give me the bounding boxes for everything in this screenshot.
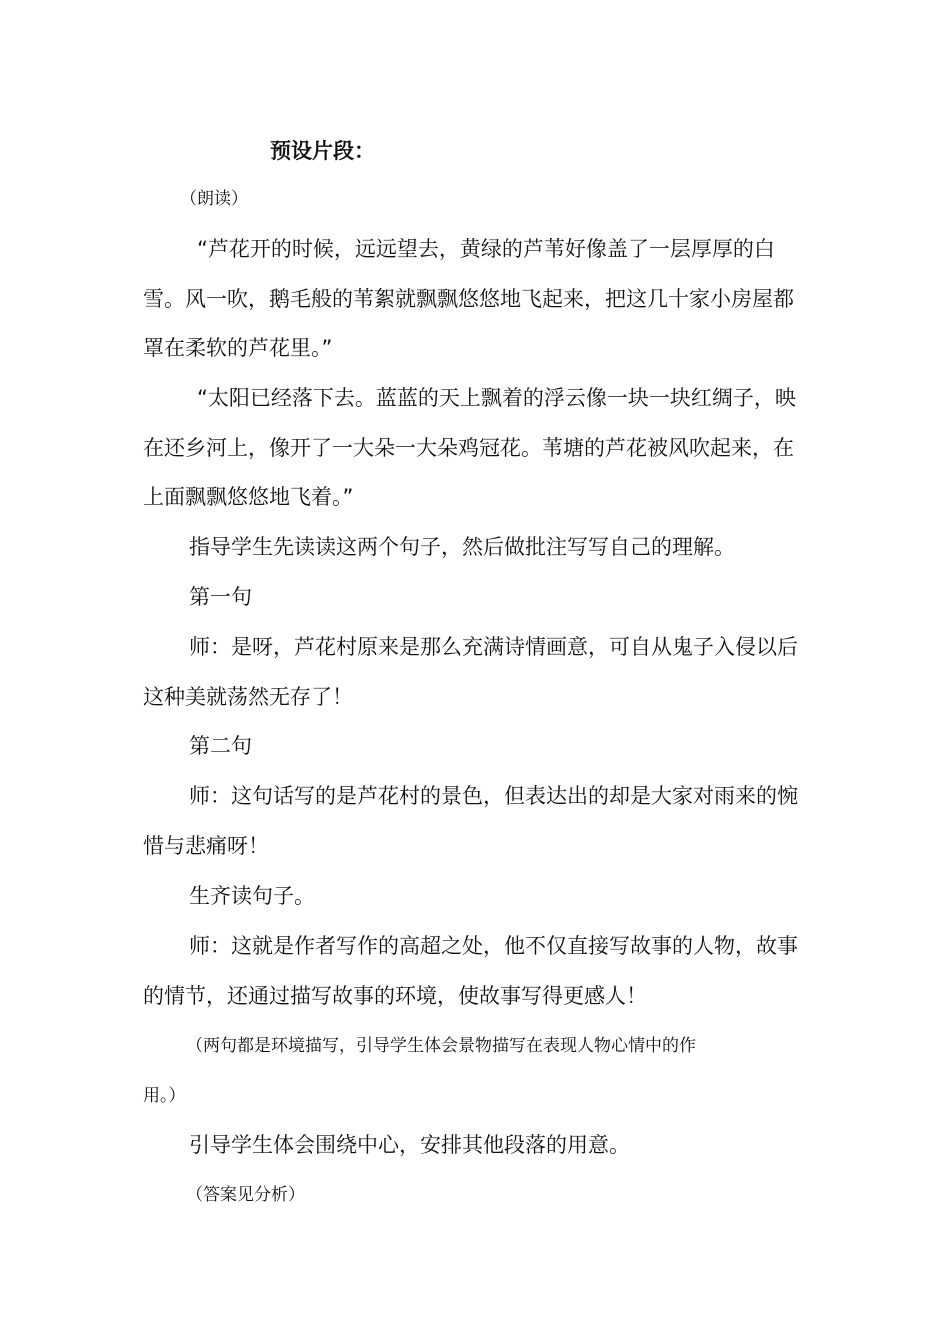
note-read: （朗读） bbox=[180, 189, 248, 209]
note-answer: （答案见分析） bbox=[186, 1185, 305, 1205]
note-environment-line1: （两句都是环境描写，引导学生体会景物描写在表现人物心情中的作 bbox=[186, 1036, 696, 1056]
read-together-text: 生齐读句子。 bbox=[189, 884, 315, 908]
teacher-comment-one-text: 师：是呀，芦花村原来是那么充满诗情画意，可自从鬼子入侵以后这种美就荡然无存了！ bbox=[143, 635, 798, 709]
quote-two-text: “太阳已经落下去。蓝蓝的天上飘着的浮云像一块一块红绸子，映在还乡河上，像开了一大朵一大朵鸡冠花。苇塘的芦花被风吹起来，在上面飘飘悠悠地飞着。” bbox=[143, 386, 796, 509]
read-together bbox=[143, 872, 803, 922]
teacher-comment-two bbox=[143, 772, 803, 871]
teacher-comment-three-text: 师：这就是作者写作的高超之处，他不仅直接写故事的人物，故事的情节，还通过描写故事的环境，使故事写得更感人！ bbox=[143, 934, 798, 1008]
first-sentence-text: 第一句 bbox=[189, 585, 252, 609]
quote-one bbox=[143, 225, 803, 374]
teacher-comment-one bbox=[143, 623, 803, 722]
section-title: 预设片段： bbox=[270, 139, 375, 163]
quote-two bbox=[143, 374, 803, 523]
guide-paragraph bbox=[143, 523, 803, 573]
note-environment-line2: 用。） bbox=[143, 1086, 186, 1106]
quote-one-text: “芦花开的时候，远远望去，黄绿的芦苇好像盖了一层厚厚的白雪。风一吹，鹅毛般的苇絮就飘飘悠悠地飞起来，把这几十家小房屋都罩在柔软的芦花里。” bbox=[143, 237, 794, 360]
guide-text: 指导学生先读读这两个句子，然后做批注写写自己的理解。 bbox=[189, 535, 735, 559]
guide-paragraph-two bbox=[143, 1121, 803, 1171]
teacher-comment-two-text: 师：这句话写的是芦花村的景色，但表达出的却是大家对雨来的惋惜与悲痛呀！ bbox=[143, 784, 798, 858]
guide-two-text: 引导学生体会围绕中心，安排其他段落的用意。 bbox=[189, 1133, 630, 1157]
second-sentence-heading bbox=[143, 722, 803, 772]
first-sentence-heading bbox=[143, 573, 803, 623]
teacher-comment-three bbox=[143, 922, 803, 1021]
second-sentence-text: 第二句 bbox=[189, 734, 252, 758]
